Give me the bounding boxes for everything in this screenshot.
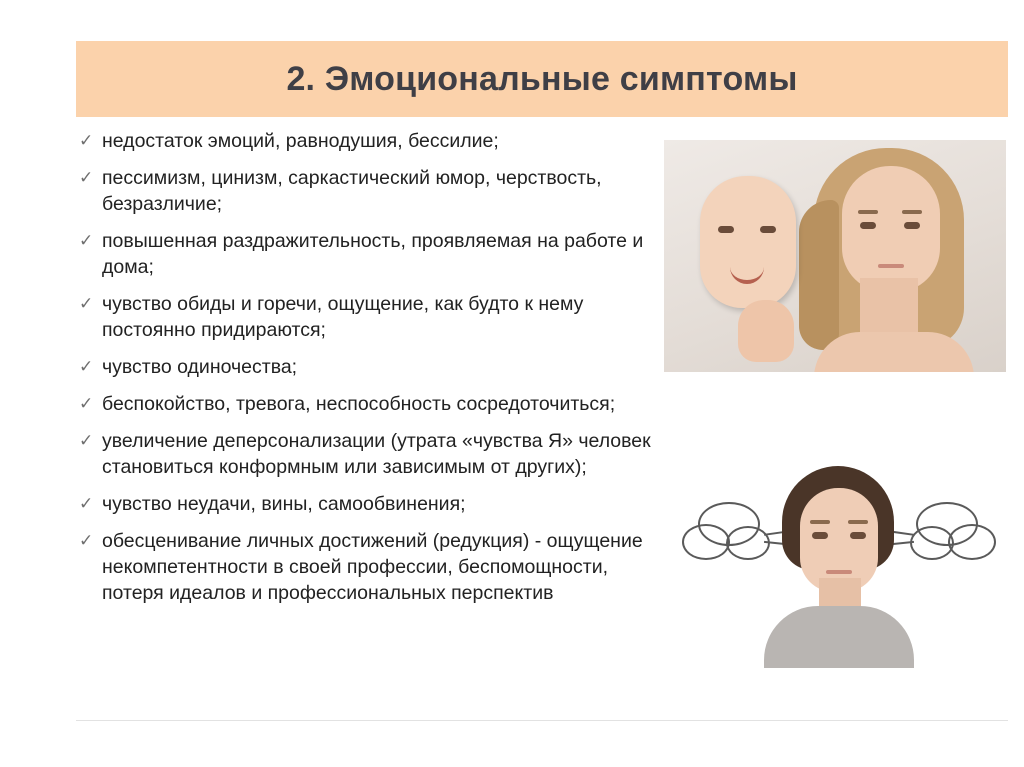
woman-shoulders [764, 606, 914, 668]
list-item-text: беспокойство, тревога, неспособность сосредоточиться; [102, 393, 616, 415]
list-item-text: пессимизм, цинизм, саркастический юмор, черствость, безразличие; [102, 167, 602, 215]
eye [850, 532, 866, 539]
check-icon: ✓ [79, 394, 94, 413]
list-item [76, 391, 656, 417]
list-item [76, 228, 656, 280]
list-item-text: увеличение деперсонализации (утрата «чувства Я» человек становиться конформным или зависимым от других); [102, 430, 651, 478]
mouth [826, 570, 852, 574]
smiling-mask [700, 176, 796, 308]
eyebrow [848, 520, 868, 524]
woman-shoulders [814, 332, 974, 372]
eye [904, 222, 920, 229]
page-title: 2. Эмоциональные симптомы [286, 59, 798, 98]
list-item-text: чувство одиночества; [102, 356, 298, 378]
list-item [76, 491, 656, 517]
mask-smile [730, 264, 764, 284]
list-item [76, 428, 656, 480]
steaming-woman-photo [664, 440, 1006, 668]
list-item [76, 128, 656, 154]
list-item [76, 165, 656, 217]
divider [76, 720, 1008, 721]
check-icon: ✓ [79, 431, 94, 450]
steam-cloud [948, 524, 996, 560]
eye [860, 222, 876, 229]
woman-face [842, 166, 940, 292]
eye [812, 532, 828, 539]
check-icon: ✓ [79, 531, 94, 550]
title-banner [76, 41, 1008, 117]
eyebrow [902, 210, 922, 214]
eyebrow [810, 520, 830, 524]
check-icon: ✓ [79, 357, 94, 376]
woman-face [800, 488, 878, 592]
symptom-list [76, 128, 656, 617]
steam-cloud [910, 526, 954, 560]
steam-cloud [682, 524, 730, 560]
list-item-text: обесценивание личных достижений (редукция) - ощущение некомпетентности в своей профессии, беспомощности, потеря идеалов и профессиональных перспектив [102, 530, 643, 604]
woman-hair-strand [799, 200, 839, 350]
list-item [76, 354, 656, 380]
list-item [76, 528, 656, 606]
check-icon: ✓ [79, 494, 94, 513]
check-icon: ✓ [79, 294, 94, 313]
list-item-text: недостаток эмоций, равнодушия, бессилие; [102, 130, 499, 152]
list-item-text: чувство обиды и горечи, ощущение, как будто к нему постоянно придираются; [102, 293, 584, 341]
two-women-mask-photo [664, 140, 1006, 372]
check-icon: ✓ [79, 131, 94, 150]
mask-eye [718, 226, 734, 233]
steam-cloud [726, 526, 770, 560]
list-item-text: повышенная раздражительность, проявляемая на работе и дома; [102, 230, 644, 278]
list-item [76, 291, 656, 343]
hand [738, 300, 794, 362]
mouth [878, 264, 904, 268]
list-item-text: чувство неудачи, вины, самообвинения; [102, 493, 466, 515]
mask-eye [760, 226, 776, 233]
eyebrow [858, 210, 878, 214]
check-icon: ✓ [79, 168, 94, 187]
check-icon: ✓ [79, 231, 94, 250]
